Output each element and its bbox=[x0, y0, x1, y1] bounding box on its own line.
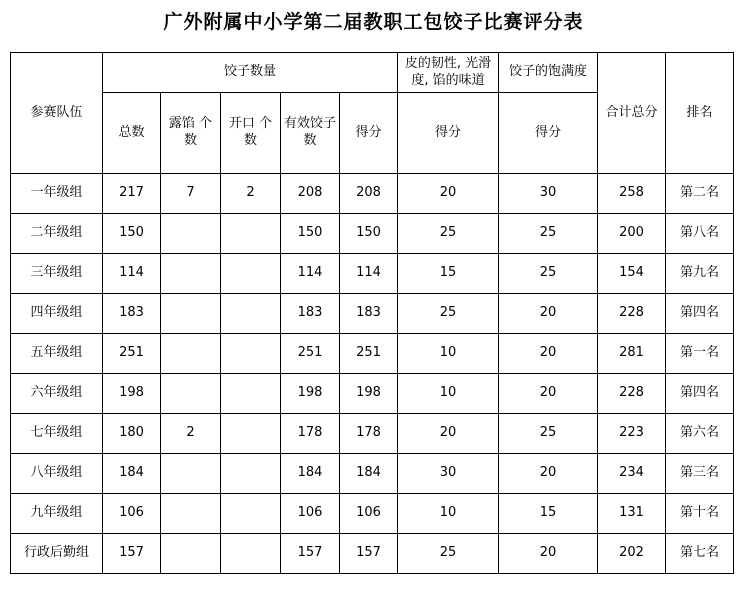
cell-skin-score: 10 bbox=[398, 334, 499, 374]
cell-total: 251 bbox=[103, 334, 161, 374]
header-dumpling-count-group: 饺子数量 bbox=[103, 53, 398, 93]
cell-total-score: 228 bbox=[598, 294, 666, 334]
cell-rank: 第三名 bbox=[666, 454, 734, 494]
cell-total: 114 bbox=[103, 254, 161, 294]
cell-team: 九年级组 bbox=[11, 494, 103, 534]
cell-rank: 第十名 bbox=[666, 494, 734, 534]
table-row bbox=[11, 334, 734, 374]
cell-exposed bbox=[161, 254, 221, 294]
cell-count-score: 251 bbox=[340, 334, 398, 374]
cell-open bbox=[221, 374, 281, 414]
cell-exposed bbox=[161, 334, 221, 374]
header-fullness-group: 饺子的饱满度 bbox=[499, 53, 598, 93]
header-valid-dumpling-count: 有效饺子数 bbox=[281, 93, 340, 174]
cell-count-score: 106 bbox=[340, 494, 398, 534]
cell-valid: 114 bbox=[281, 254, 340, 294]
cell-total-score: 228 bbox=[598, 374, 666, 414]
header-team: 参赛队伍 bbox=[11, 53, 103, 174]
cell-valid: 208 bbox=[281, 174, 340, 214]
cell-exposed bbox=[161, 454, 221, 494]
cell-total-score: 154 bbox=[598, 254, 666, 294]
cell-fullness-score: 20 bbox=[499, 454, 598, 494]
table-row bbox=[11, 454, 734, 494]
header-total-count: 总数 bbox=[103, 93, 161, 174]
cell-total: 180 bbox=[103, 414, 161, 454]
cell-skin-score: 20 bbox=[398, 174, 499, 214]
cell-total: 150 bbox=[103, 214, 161, 254]
cell-count-score: 114 bbox=[340, 254, 398, 294]
table-row bbox=[11, 254, 734, 294]
cell-total: 198 bbox=[103, 374, 161, 414]
cell-total-score: 200 bbox=[598, 214, 666, 254]
cell-rank: 第七名 bbox=[666, 534, 734, 574]
cell-skin-score: 30 bbox=[398, 454, 499, 494]
cell-valid: 150 bbox=[281, 214, 340, 254]
cell-total-score: 281 bbox=[598, 334, 666, 374]
header-open-count: 开口 个数 bbox=[221, 93, 281, 174]
cell-valid: 183 bbox=[281, 294, 340, 334]
cell-count-score: 157 bbox=[340, 534, 398, 574]
cell-valid: 251 bbox=[281, 334, 340, 374]
cell-open bbox=[221, 414, 281, 454]
cell-total-score: 223 bbox=[598, 414, 666, 454]
header-skin-quality-group: 皮的韧性, 光滑度, 馅的味道 bbox=[398, 53, 499, 93]
cell-count-score: 198 bbox=[340, 374, 398, 414]
cell-fullness-score: 25 bbox=[499, 214, 598, 254]
cell-exposed: 7 bbox=[161, 174, 221, 214]
cell-total-score: 258 bbox=[598, 174, 666, 214]
table-row bbox=[11, 174, 734, 214]
cell-rank: 第九名 bbox=[666, 254, 734, 294]
table-row bbox=[11, 494, 734, 534]
cell-team: 行政后勤组 bbox=[11, 534, 103, 574]
cell-open bbox=[221, 534, 281, 574]
cell-skin-score: 10 bbox=[398, 374, 499, 414]
header-rank: 排名 bbox=[666, 53, 734, 174]
cell-team: 六年级组 bbox=[11, 374, 103, 414]
cell-valid: 178 bbox=[281, 414, 340, 454]
header-fullness-score: 得分 bbox=[499, 93, 598, 174]
header-total-score: 合计总分 bbox=[598, 53, 666, 174]
cell-open bbox=[221, 494, 281, 534]
cell-rank: 第八名 bbox=[666, 214, 734, 254]
page-title: 广外附属中小学第二届教职工包饺子比赛评分表 bbox=[163, 11, 584, 33]
cell-open bbox=[221, 214, 281, 254]
cell-fullness-score: 25 bbox=[499, 254, 598, 294]
table-row bbox=[11, 534, 734, 574]
header-count-score: 得分 bbox=[340, 93, 398, 174]
header-exposed-filling-count: 露馅 个数 bbox=[161, 93, 221, 174]
header-row-1 bbox=[11, 53, 734, 93]
cell-fullness-score: 25 bbox=[499, 414, 598, 454]
cell-open bbox=[221, 294, 281, 334]
cell-open bbox=[221, 454, 281, 494]
cell-valid: 157 bbox=[281, 534, 340, 574]
cell-exposed: 2 bbox=[161, 414, 221, 454]
table-row bbox=[11, 374, 734, 414]
cell-count-score: 150 bbox=[340, 214, 398, 254]
cell-fullness-score: 20 bbox=[499, 374, 598, 414]
cell-team: 四年级组 bbox=[11, 294, 103, 334]
cell-valid: 184 bbox=[281, 454, 340, 494]
cell-rank: 第二名 bbox=[666, 174, 734, 214]
table-row bbox=[11, 294, 734, 334]
cell-rank: 第六名 bbox=[666, 414, 734, 454]
cell-fullness-score: 20 bbox=[499, 294, 598, 334]
cell-valid: 106 bbox=[281, 494, 340, 534]
cell-fullness-score: 20 bbox=[499, 534, 598, 574]
cell-team: 七年级组 bbox=[11, 414, 103, 454]
cell-fullness-score: 30 bbox=[499, 174, 598, 214]
cell-team: 八年级组 bbox=[11, 454, 103, 494]
cell-count-score: 184 bbox=[340, 454, 398, 494]
table-row bbox=[11, 214, 734, 254]
header-skin-score: 得分 bbox=[398, 93, 499, 174]
cell-skin-score: 20 bbox=[398, 414, 499, 454]
cell-total-score: 131 bbox=[598, 494, 666, 534]
cell-count-score: 208 bbox=[340, 174, 398, 214]
cell-skin-score: 25 bbox=[398, 534, 499, 574]
cell-team: 二年级组 bbox=[11, 214, 103, 254]
cell-total: 183 bbox=[103, 294, 161, 334]
cell-rank: 第四名 bbox=[666, 294, 734, 334]
cell-open bbox=[221, 254, 281, 294]
cell-rank: 第四名 bbox=[666, 374, 734, 414]
cell-count-score: 178 bbox=[340, 414, 398, 454]
cell-team: 五年级组 bbox=[11, 334, 103, 374]
cell-team: 三年级组 bbox=[11, 254, 103, 294]
cell-count-score: 183 bbox=[340, 294, 398, 334]
cell-total: 157 bbox=[103, 534, 161, 574]
cell-exposed bbox=[161, 534, 221, 574]
cell-total-score: 202 bbox=[598, 534, 666, 574]
table-row bbox=[11, 414, 734, 454]
cell-skin-score: 15 bbox=[398, 254, 499, 294]
cell-skin-score: 25 bbox=[398, 214, 499, 254]
cell-open: 2 bbox=[221, 174, 281, 214]
cell-total: 184 bbox=[103, 454, 161, 494]
cell-total: 217 bbox=[103, 174, 161, 214]
cell-fullness-score: 15 bbox=[499, 494, 598, 534]
cell-team: 一年级组 bbox=[11, 174, 103, 214]
cell-valid: 198 bbox=[281, 374, 340, 414]
cell-open bbox=[221, 334, 281, 374]
cell-total-score: 234 bbox=[598, 454, 666, 494]
cell-exposed bbox=[161, 494, 221, 534]
cell-skin-score: 10 bbox=[398, 494, 499, 534]
cell-fullness-score: 20 bbox=[499, 334, 598, 374]
cell-exposed bbox=[161, 214, 221, 254]
cell-total: 106 bbox=[103, 494, 161, 534]
cell-skin-score: 25 bbox=[398, 294, 499, 334]
cell-exposed bbox=[161, 374, 221, 414]
table-header bbox=[11, 53, 734, 174]
cell-exposed bbox=[161, 294, 221, 334]
score-table bbox=[10, 52, 734, 574]
cell-rank: 第一名 bbox=[666, 334, 734, 374]
table-body bbox=[11, 174, 734, 574]
